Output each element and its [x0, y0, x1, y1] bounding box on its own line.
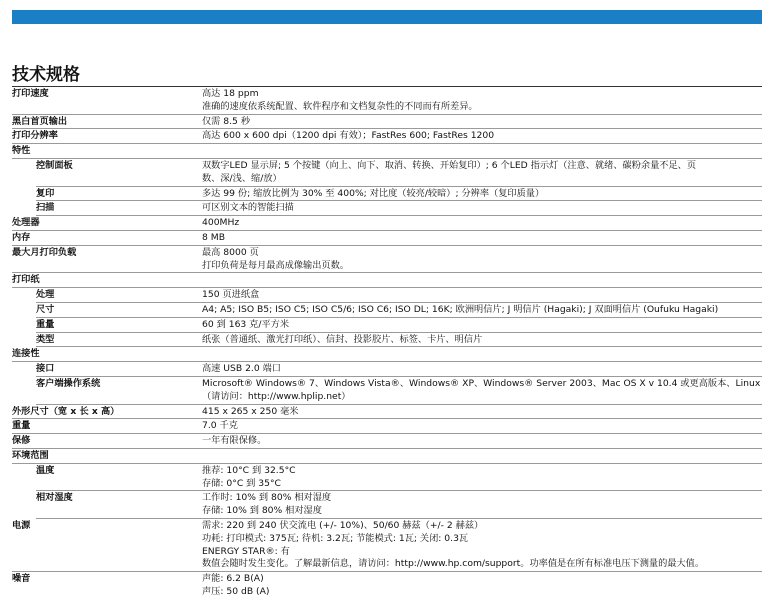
spec-row-control-panel — [36, 159, 762, 187]
spec-row-connectivity — [12, 347, 762, 362]
spec-row-acoustics — [12, 572, 762, 599]
spec-value: 需求: 220 到 240 伏交流电 (+/- 10%)、50/60 赫兹（+/- 2 赫兹） 功耗: 打印模式: 375瓦; 待机: 3.2瓦; 节能模式: 1瓦; 关闭: 0.3瓦 ENERGY STAR®: 有 数值会随时发生变化。了解最新信息，请访问：http://www.hp.com/support。功率值是在所有标准电压下测量的最大值。 — [202, 519, 705, 570]
spec-label: 类型 — [36, 333, 55, 345]
spec-row-weight — [12, 419, 762, 434]
spec-row-resolution — [12, 129, 762, 144]
spec-value: 8 MB — [202, 231, 225, 243]
spec-label: 控制面板 — [36, 159, 73, 171]
spec-value: 最高 8000 页 打印负荷是每月最高成像输出页数。 — [202, 246, 349, 271]
spec-label: 客户端操作系统 — [36, 377, 101, 389]
spec-label: 复印 — [36, 187, 55, 199]
spec-label: 电源 — [12, 519, 31, 531]
spec-value: 工作时: 10% 到 80% 相对湿度 存储: 10% 到 80% 相对湿度 — [202, 492, 332, 517]
spec-label: 保修 — [12, 435, 31, 447]
spec-value — [202, 347, 762, 361]
spec-row-power — [12, 519, 762, 572]
spec-label: 接口 — [36, 363, 55, 375]
spec-value: 高达 600 x 600 dpi（1200 dpi 有效）；FastRes 600; FastRes 1200 — [202, 130, 495, 142]
spec-row-copy — [36, 187, 762, 202]
spec-label: 处理器 — [12, 217, 40, 229]
spec-row-media-handling — [36, 288, 762, 303]
spec-label: 最大月打印负载 — [12, 246, 77, 258]
spec-row-humidity — [36, 491, 762, 519]
spec-row-interface — [36, 362, 762, 377]
spec-label: 温度 — [36, 464, 55, 476]
spec-section-label: 打印纸 — [12, 274, 40, 286]
spec-label: 重量 — [12, 420, 31, 432]
spec-value — [202, 273, 762, 287]
spec-table — [12, 86, 762, 599]
spec-label: 扫描 — [36, 202, 55, 214]
spec-row-client-os — [36, 377, 762, 405]
spec-value: 一年有限保修。 — [202, 435, 267, 447]
spec-row-first-page — [12, 115, 762, 130]
spec-row-media — [12, 273, 762, 288]
spec-label: 黑白首页输出 — [12, 115, 68, 127]
spec-value: 高速 USB 2.0 端口 — [202, 363, 281, 375]
spec-row-media-sizes — [36, 303, 762, 318]
spec-row-warranty — [12, 434, 762, 449]
spec-row-dimensions — [12, 405, 762, 420]
spec-value: Microsoft® Windows® 7、Windows Vista®、Windows® XP、Windows® Server 2003、Mac OS X v 10.4 或更高版本、Linux （请访问：http://www.hplip.net） — [202, 377, 761, 402]
spec-value: 7.0 千克 — [202, 420, 238, 432]
spec-value: A4; A5; ISO B5; ISO C5; ISO C5/6; ISO C6; ISO DL; 16K; 欧洲明信片; J 明信片 (Hagaki); J 双面明信片 (Oufuku Hagaki) — [202, 303, 719, 315]
spec-value: 推荐: 10°C 到 32.5°C 存储: 0°C 到 35°C — [202, 464, 296, 489]
spec-label: 外形尺寸（宽 x 长 x 高） — [12, 405, 120, 417]
top-accent-bar — [12, 10, 762, 24]
spec-label: 内存 — [12, 231, 31, 243]
spec-row-scan — [36, 201, 762, 216]
spec-row-media-weight — [36, 318, 762, 333]
spec-value — [202, 449, 762, 463]
spec-row-media-types — [36, 333, 762, 348]
spec-row-print-speed — [12, 87, 762, 115]
spec-value — [202, 144, 762, 158]
spec-label: 处理 — [36, 289, 55, 301]
spec-row-temperature — [36, 464, 762, 492]
spec-label: 打印速度 — [12, 88, 49, 99]
spec-value: 400MHz — [202, 217, 240, 229]
spec-value: 150 页进纸盒 — [202, 289, 260, 301]
spec-label: 相对湿度 — [36, 492, 73, 504]
spec-value: 仅需 8.5 秒 — [202, 115, 251, 127]
spec-label: 重量 — [36, 318, 55, 330]
spec-section-label: 连接性 — [12, 348, 40, 360]
spec-value: 60 到 163 克/平方米 — [202, 318, 290, 330]
page-title: 技术规格 — [12, 65, 80, 85]
spec-value: 纸张（普通纸、激光打印纸）、信封、投影胶片、标签、卡片、明信片 — [202, 333, 483, 345]
spec-section-label: 特性 — [12, 145, 31, 157]
spec-value: 双数字LED 显示屏; 5 个按键（向上、向下、取消、转换、开始复印）; 6 个LED 指示灯（注意、就绪、碳粉余量不足、页 数、深/浅、缩/放） — [202, 159, 697, 184]
spec-row-features — [12, 144, 762, 159]
spec-value: 多达 99 份; 缩放比例为 30% 至 400%; 对比度（较亮/较暗）; 分辨率（复印质量） — [202, 187, 545, 199]
spec-label: 尺寸 — [36, 303, 55, 315]
spec-section-label: 环境范围 — [12, 449, 49, 461]
spec-value: 415 x 265 x 250 毫米 — [202, 405, 299, 417]
spec-row-memory — [12, 231, 762, 246]
spec-row-processor — [12, 216, 762, 231]
spec-label: 噪音 — [12, 573, 31, 585]
spec-value: 高达 18 ppm 准确的速度依系统配置、软件程序和文档复杂性的不同而有所差异。 — [202, 88, 478, 112]
spec-label: 打印分辨率 — [12, 130, 58, 142]
spec-row-environment — [12, 449, 762, 464]
spec-value: 声能: 6.2 B(A) 声压: 50 dB (A) — [202, 573, 270, 597]
spec-row-duty-cycle — [12, 246, 762, 274]
spec-value: 可区别文本的智能扫描 — [202, 202, 294, 214]
